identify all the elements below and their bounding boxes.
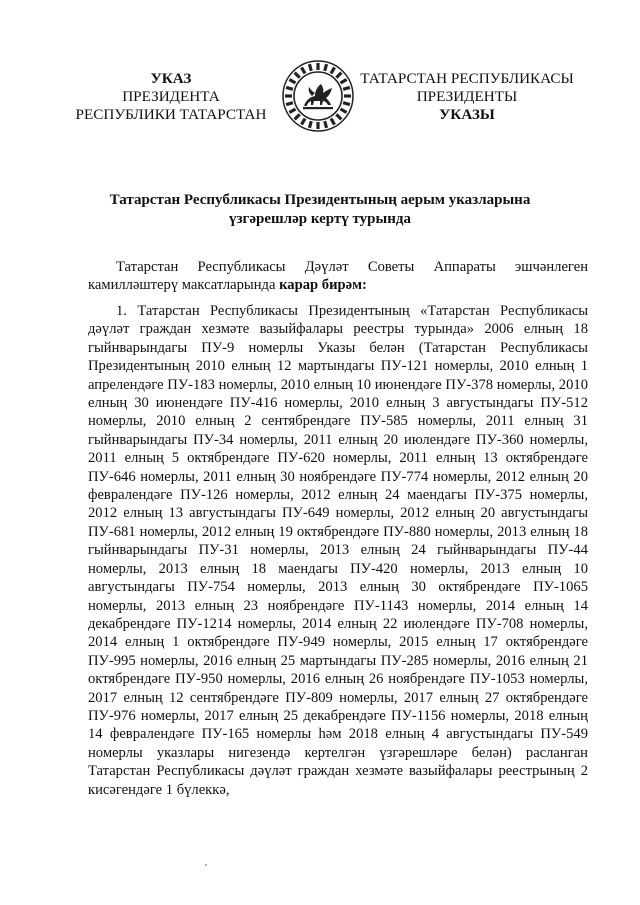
emblem-ray bbox=[325, 64, 327, 71]
emblem-ray bbox=[336, 114, 341, 119]
emblem-ray bbox=[341, 109, 347, 113]
emblem-ray bbox=[302, 67, 306, 73]
header-left-line-3: РЕСПУБЛИКИ ТАТАРСТАН bbox=[75, 106, 267, 123]
header-right-line-2: ПРЕЗИДЕНТЫ bbox=[416, 88, 518, 105]
header-left-russian bbox=[60, 70, 282, 124]
emblem-ray bbox=[341, 80, 347, 84]
coat-of-arms-icon bbox=[282, 60, 354, 132]
decree-title bbox=[70, 191, 570, 229]
emblem-ray bbox=[295, 114, 300, 119]
scan-speck bbox=[205, 864, 207, 866]
header-right-line-1: ТАТАРСТАН РЕСПУБЛИКАСЫ bbox=[360, 70, 574, 87]
emblem-ray bbox=[302, 119, 306, 125]
emblem-ray bbox=[309, 121, 311, 128]
emblem-ray bbox=[331, 119, 335, 125]
emblem-ray bbox=[336, 73, 341, 78]
emblem-ray bbox=[309, 64, 311, 71]
header-left-line-1: УКАЗ bbox=[150, 70, 192, 87]
header-right-tatar bbox=[356, 70, 578, 124]
header-right-line-3: УКАЗЫ bbox=[439, 106, 495, 123]
intro-text: Татарстан Республикасы Дәүләт Советы Аппараты эшчәнлеген камилләштерү максатларында bbox=[88, 259, 588, 294]
emblem-ray bbox=[286, 103, 293, 105]
paragraph-1: 1. Татарстан Республикасы Президентының «Татарстан Республикасы дәүләт граждан хезмәте вазыйфалары реестры турында» 2006 елның 18 гыйнварындагы ПУ-9 номерлы Указы белән (Татарстан Республикасы Президентының 2010 елның 12 мартындагы ПУ-121 номерлы, 2010 елның 1 апрелендәге ПУ-183 номерлы, 2010 елның 10 июнендәге ПУ-378 номерлы, 2010 елның 30 июнендәге ПУ-416 номерлы, 2010 елның 3 августындагы ПУ-512 номерлы, 2010 елның 2 сентябрендәге ПУ-585 номерлы, 2011 елның 31 гыйнварындагы ПУ-34 номерлы, 2011 елның 20 июлендәге ПУ-360 номерлы, 2011 елның 5 октябрендәге ПУ-620 номерлы, 2011 елның 13 октябрендәге ПУ-646 номерлы, 2011 елның 30 ноябрендәге ПУ-774 номерлы, 2012 елның 20 февралендәге ПУ-126 номерлы, 2012 елның 24 маендагы ПУ-375 номерлы, 2012 елның 13 августындагы ПУ-649 номерлы, 2012 елның 20 августындагы ПУ-681 номерлы, 2012 елның 19 октябрендәге ПУ-880 номерлы, 2013 елның 18 гыйнварындагы ПУ-31 номерлы, 2013 елның 24 гыйнварындагы ПУ-44 номерлы, 2013 елның 18 маендагы ПУ-420 номерлы, 2013 елның 10 августындагы ПУ-754 номерлы, 2013 елның 30 октябрендәге ПУ-1065 номерлы, 2013 елның 23 ноябрендәге ПУ-1143 номерлы, 2014 елның 14 декабрендәге ПУ-1214 номерлы, 2014 елның 22 июлендәге ПУ-708 номерлы, 2014 елның 1 октябрендәге ПУ-949 номерлы, 2015 елның 17 октябрендәге ПУ-995 номерлы, 2016 елның 25 мартындагы ПУ-285 номерлы, 2016 елның 21 октябрендәге ПУ-950 номерлы, 2016 елның 26 ноябрендәге ПУ-1053 номерлы, 2017 елның 12 сентябрендәге ПУ-809 номерлы, 2017 елның 27 октябрендәге ПУ-976 номерлы, 2017 елның 25 декабрендәге ПУ-1156 номерлы, 2018 елның 14 февралендәге ПУ-165 номерлы һәм 2018 елның 4 августындагы ПУ-549 номерлы указлары нигезендә кертелгән үзгәрешләре белән) расланган Татарстан Республикасы дәүләт граждан хезмәте вазыйфалары реестрының 2 кисәгендәге 1 бүлеккә, bbox=[88, 303, 588, 798]
emblem-ray bbox=[343, 87, 350, 89]
intro-bold-text: карар бирәм: bbox=[279, 277, 367, 294]
emblem-ray bbox=[331, 67, 335, 73]
emblem-ray bbox=[286, 87, 293, 89]
decree-title-line-1: Татарстан Республикасы Президентының аерым указларына bbox=[109, 192, 531, 208]
emblem-ray bbox=[343, 103, 350, 105]
emblem-ray bbox=[289, 80, 295, 84]
emblem-ray bbox=[295, 73, 300, 78]
intro-paragraph bbox=[88, 258, 588, 295]
decree-title-line-2: үзгәрешләр кертү турында bbox=[229, 211, 411, 227]
header-left-line-2: ПРЕЗИДЕНТА bbox=[122, 88, 220, 105]
emblem-ray bbox=[289, 109, 295, 113]
emblem-ray bbox=[325, 121, 327, 128]
